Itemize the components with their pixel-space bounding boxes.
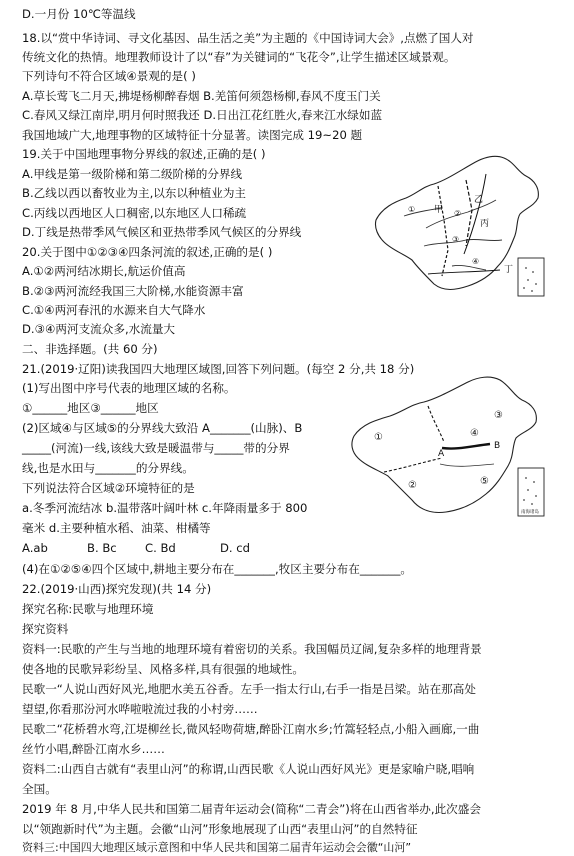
folk-song-2: 民歌二“花桥碧水弯,江堤柳丝长,微风轻吻荷塘,醉卧江南水乡;竹篙轻轻点,小船入画廊,一曲 (22, 722, 480, 736)
q19-20-intro: 我国地域广大,地理事物的区域特征十分显著。读图完成 19~20 题 (22, 128, 363, 142)
q18-options-ab: A.草长莺飞二月天,拂堤杨柳醉春烟 B.羌笛何须怨杨柳,春风不度玉门关 (22, 89, 381, 103)
label-river-1: ① (408, 205, 416, 214)
q21-part1: (1)写出图中序号代表的地理区域的名称。 (22, 381, 236, 395)
boundary-line-ding (428, 270, 500, 274)
region-divider-northwest (428, 406, 444, 442)
q21-part1-blanks: ①______地区③______地区 (22, 401, 159, 415)
q19-option-c: C.丙线以西地区人口稠密,以东地区人口稀疏 (22, 206, 247, 220)
line-1: D.一月份 10℃等温线 (22, 7, 136, 21)
label-river-4: ④ (472, 257, 480, 266)
china-regions-map (344, 372, 550, 522)
q22-name: 探究名称:民歌与地理环境 (22, 602, 154, 616)
region-label-4: ④ (470, 428, 479, 439)
q20-option-c: C.①④两河春汛的水源来自大气降水 (22, 303, 206, 317)
south-china-sea-inset-2 (518, 468, 544, 516)
q20-stem: 20.关于图中①②③④四条河流的叙述,正确的是( ) (22, 245, 273, 259)
q21-part2-cont-2: 线,也是水田与_______的分界线。 (22, 461, 194, 475)
south-china-sea-inset (518, 258, 544, 296)
q21-option-b: B. Bc (87, 541, 117, 555)
q19-option-a: A.甲线是第一级阶梯和第二级阶梯的分界线 (22, 167, 243, 181)
q21-option-a: A.ab (22, 541, 48, 555)
section-heading: 二、非选择题。(共 60 分) (22, 342, 158, 356)
folk-song-1-cont: 望望,你看那汾河水哗啦啦流过我的小村旁…… (22, 702, 258, 716)
region-label-2: ② (408, 480, 417, 491)
label-river-3: ③ (452, 235, 460, 244)
games-paragraph-cont: 以“领跑新时代”为主题。会徽“山河”形象地展现了山西“表里山河”的自然特征 (22, 822, 418, 836)
label-yi: 乙 (474, 195, 484, 205)
qinling-huaihe-line (442, 444, 490, 449)
q20-option-d: D.③④两河支流众多,水流量大 (22, 322, 176, 336)
q21-option-c: C. Bd (145, 541, 176, 555)
q19-option-b: B.乙线以西以畜牧业为主,以东以种植业为主 (22, 186, 247, 200)
china-outline-2 (352, 377, 536, 512)
q21-option-d: D. cd (220, 541, 251, 555)
q22-material-3: 资料三:中国四大地理区域示意图和中华人民共和国第二届青年运动会会徽“山河” (22, 841, 412, 854)
q22-material-heading: 探究资料 (22, 622, 69, 636)
river-3 (424, 239, 502, 246)
q18-stem-2: 传统文化的热情。地理教师设计了以“春”为关键词的“飞花令”,让学生描述区域景观。 (22, 50, 456, 64)
boundary-line-yi (466, 180, 472, 246)
q20-option-b: B.②③两河流经我国三大阶梯,水能资源丰富 (22, 284, 244, 298)
folk-song-2-cont: 丝竹小唱,醉卧江南水乡…… (22, 742, 165, 756)
q19-option-d: D.丁线是热带季风气候区和亚热带季风气候区的分界线 (22, 225, 302, 239)
q22-material-2: 资料二:山西自古就有“表里山河”的称谓,山西民歌《人说山西好风光》更是家喻户晓,唱响 (22, 762, 475, 776)
q18-options-cd: C.春风又绿江南岸,明月何时照我还 D.日出江花红胜火,春来江水绿如蓝 (22, 108, 383, 122)
label-ding: 丁 (504, 265, 514, 275)
region-label-5: ⑤ (480, 476, 489, 487)
q21-part4: (4)在①②⑤④四个区域中,耕地主要分布在_______,牧区主要分布在_______。 (22, 562, 412, 576)
folk-song-1: 民歌一“人说山西好风光,地肥水美五谷香。左手一指太行山,右手一指是吕梁。站在那高处 (22, 682, 476, 696)
china-map-rivers (368, 150, 550, 310)
q21-part2: (2)区域④与区域⑤的分界线大致沿 A_______(山脉)、B (22, 421, 303, 435)
inset-islands-2 (523, 477, 537, 505)
q21-part3-items: a.冬季河流结冰 b.温带落叶阔叶林 c.年降雨量多于 800 (22, 501, 308, 515)
river-4 (452, 265, 486, 270)
label-jia: 甲 (434, 205, 444, 215)
region-label-3: ③ (494, 410, 503, 421)
label-river-2: ② (454, 209, 462, 218)
china-outline (375, 156, 538, 289)
q21-part3-items-2: 毫米 d.主要种植水稻、油菜、柑橘等 (22, 521, 211, 535)
q21-part2-cont: _____(河流)一线,该线大致是暖温带与_____带的分界 (22, 441, 290, 455)
boundary-line-jia (438, 186, 448, 276)
region-label-1: ① (374, 432, 383, 443)
river-2a (440, 464, 494, 466)
q21-stem: 21.(2019·辽阳)读我国四大地理区域图,回答下列问题。(每空 2 分,共 18 分) (22, 362, 415, 376)
label-B: B (494, 441, 501, 451)
q22-stem: 22.(2019·山西)探究发现)(共 14 分) (22, 582, 212, 596)
inset-caption: 南海诸岛 (521, 510, 539, 515)
q22-material-1: 资料一:民歌的产生与当地的地理环境有着密切的关系。我国幅员辽阔,复杂多样的地理背景 (22, 642, 482, 656)
q18-stem: 18.以“赏中华诗词、寻文化基因、品生活之美”为主题的《中国诗词大会》,点燃了国人对 (22, 31, 474, 45)
q18-question: 下列诗句不符合区域④景观的是( ) (22, 69, 196, 83)
q22-material-2-cont: 全国。 (22, 782, 57, 796)
region-divider-qinghai-tibet (384, 458, 442, 472)
q22-material-1-cont: 使各地的民歌异彩纷呈、风格多样,具有很强的地域性。 (22, 662, 304, 676)
q19-stem: 19.关于中国地理事物分界线的叙述,正确的是( ) (22, 147, 266, 161)
label-bing: 丙 (480, 219, 490, 229)
inset-islands (523, 267, 537, 292)
q21-part3: 下列说法符合区域②环境特征的是 (22, 481, 195, 495)
q21-options (22, 540, 250, 556)
games-paragraph: 2019 年 8 月,中华人民共和国第二届青年运动会(简称“二青会”)将在山西省举办,此次盛会 (22, 802, 481, 816)
q20-option-a: A.①②两河结冰期长,航运价值高 (22, 264, 186, 278)
label-A: A (438, 449, 445, 459)
